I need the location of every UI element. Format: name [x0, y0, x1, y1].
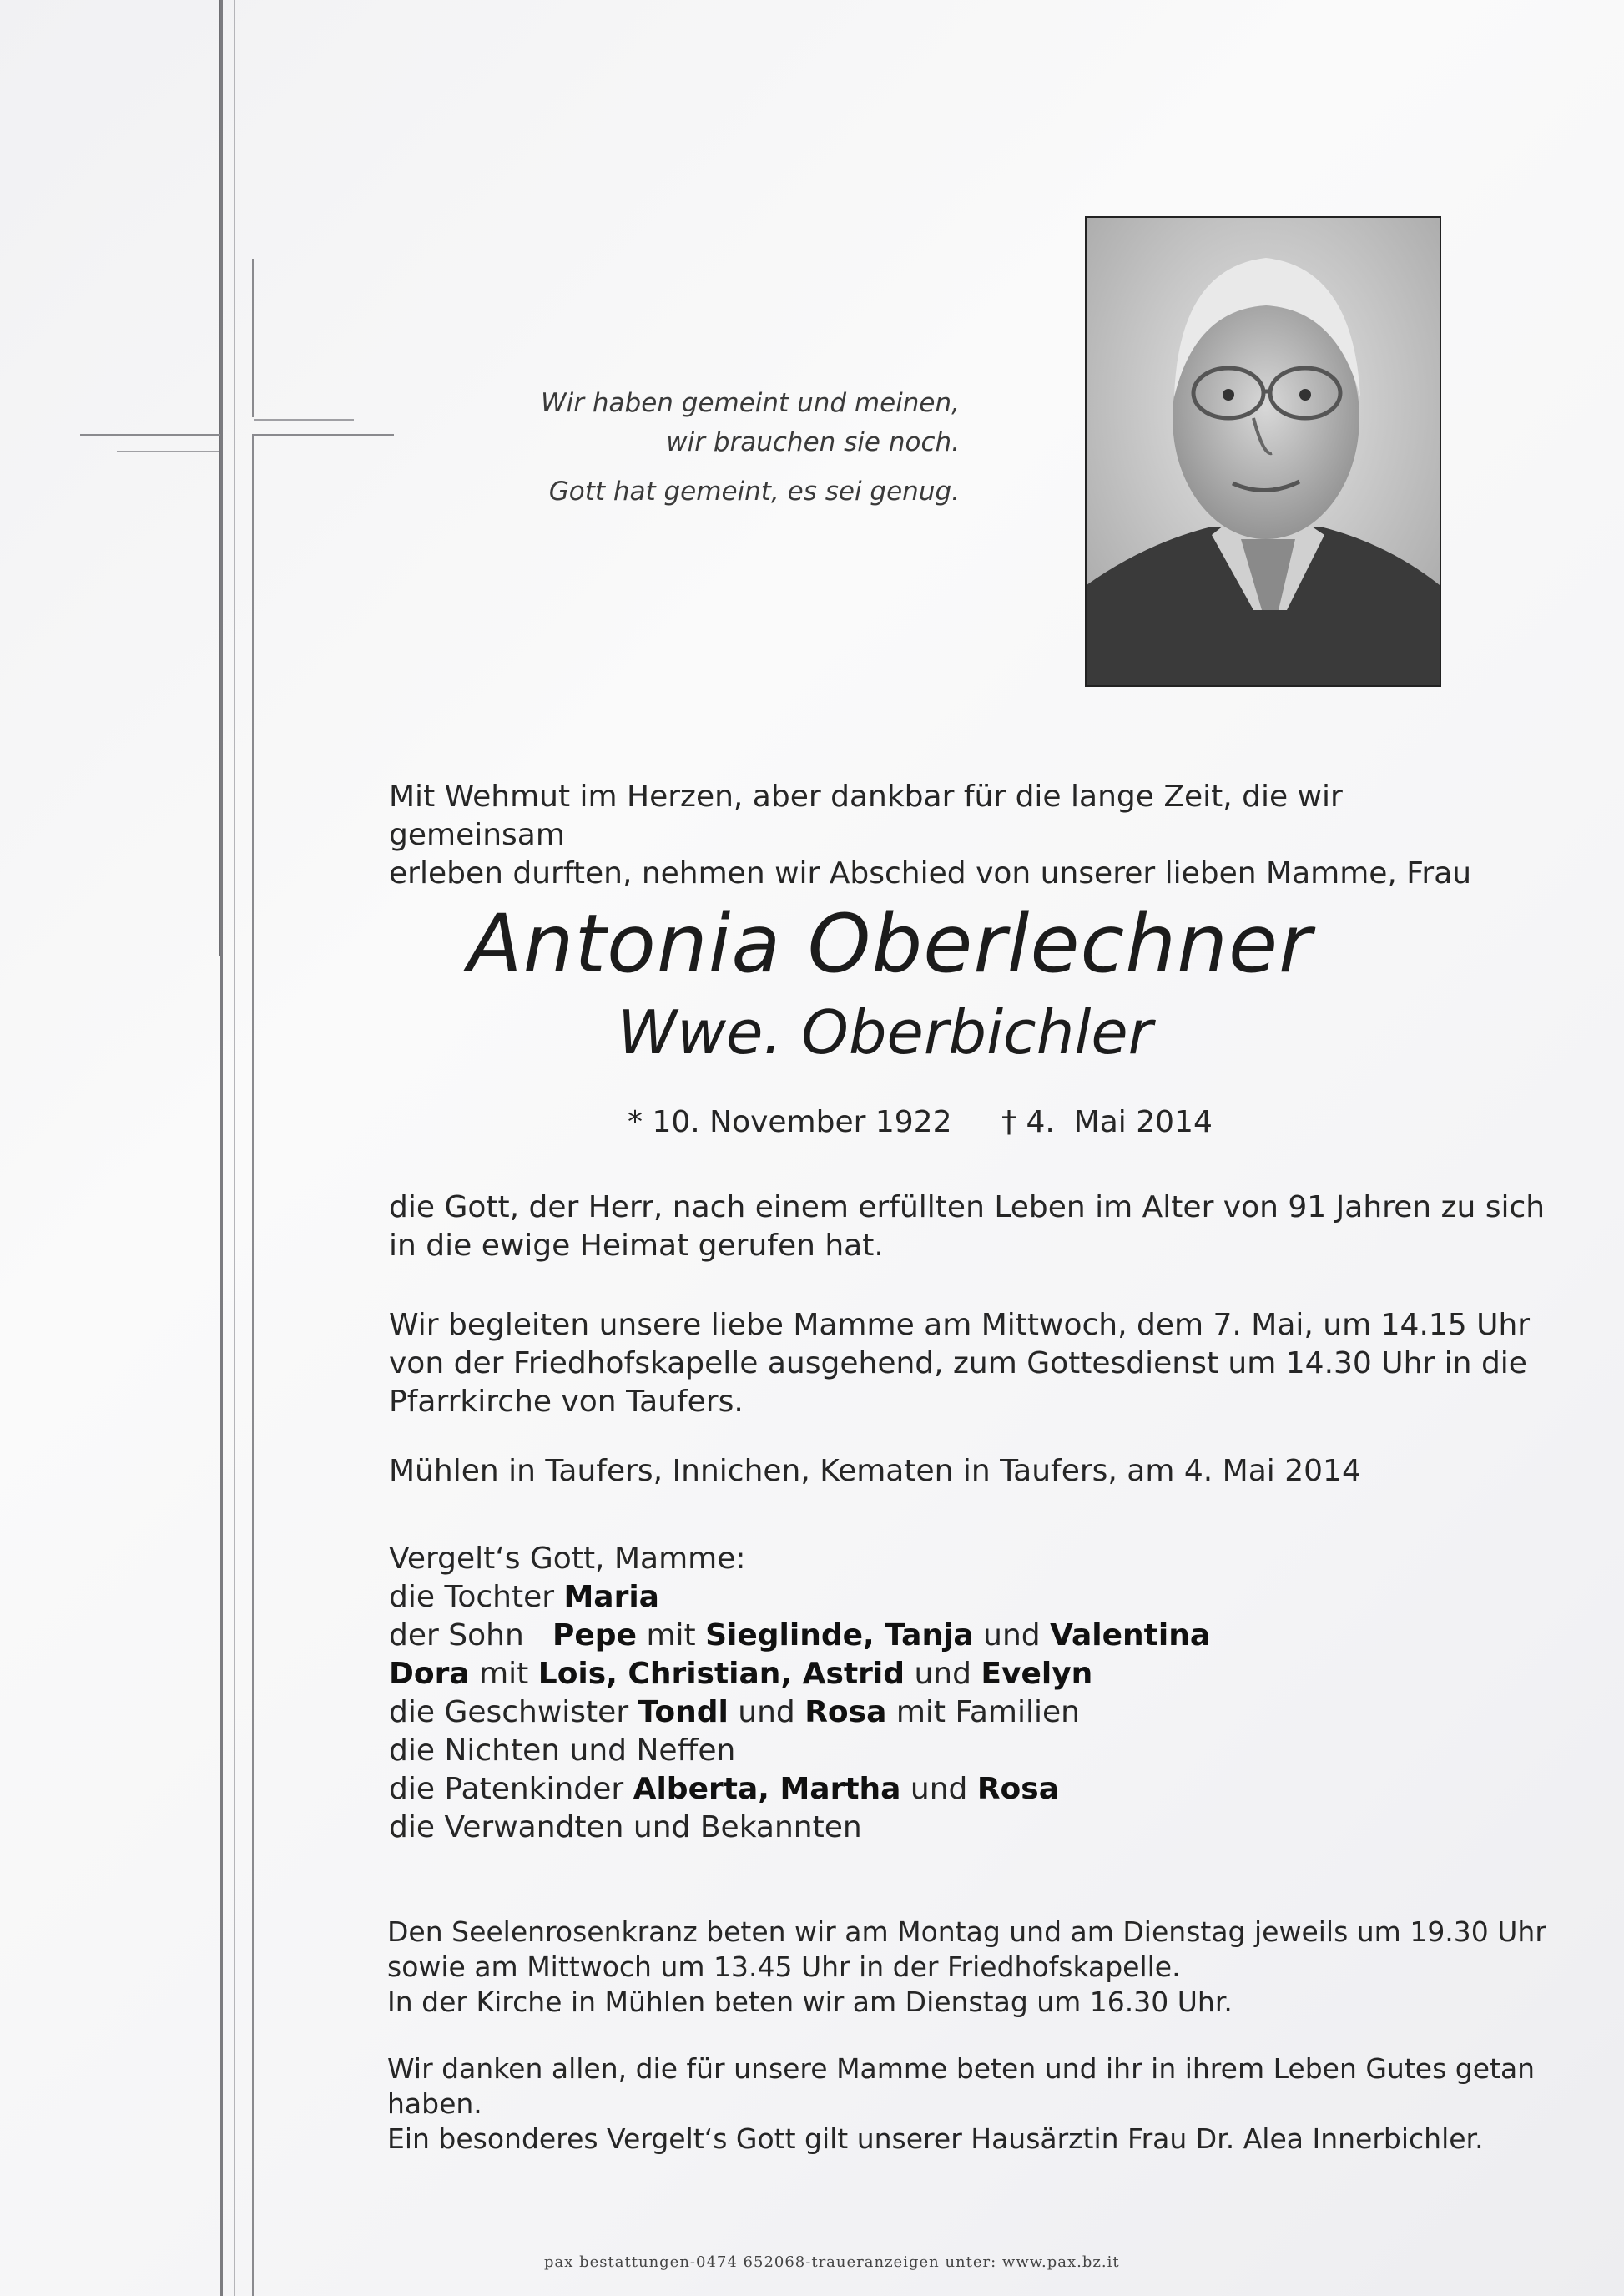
- mourner-line-son: der SohnPepe mit Sieglinde, Tanja und Valentina: [389, 1618, 1211, 1653]
- motto-line-1: Wir haben gemeint und meinen,: [541, 388, 960, 418]
- deceased-widow-of: Wwe. Oberbichler: [618, 997, 1153, 1067]
- portrait-photo: [1085, 216, 1441, 687]
- mourners-heading: Vergelt‘s Gott, Mamme:: [389, 1542, 746, 1576]
- rosary-line-3: In der Kirche in Mühlen beten wir am Dienstag um 16.30 Uhr.: [387, 1986, 1233, 2018]
- funeral-line-1: Wir begleiten unsere liebe Mamme am Mittwoch, dem 7. Mai, um 14.15 Uhr: [389, 1308, 1531, 1342]
- intro-line-2: erleben durften, nehmen wir Abschied von unserer lieben Mamme, Frau: [389, 856, 1472, 891]
- intro-paragraph: [389, 778, 1499, 893]
- passage-line-1: die Gott, der Herr, nach einem erfüllten Leben im Alter von 91 Jahren zu sich: [389, 1190, 1546, 1224]
- place-date: Mühlen in Taufers, Innichen, Kematen in Taufers, am 4. Mai 2014: [389, 1454, 1361, 1488]
- portrait-photo-icon: [1087, 218, 1440, 685]
- passage-paragraph: [389, 1188, 1574, 1265]
- motto-verse: [467, 381, 960, 515]
- thanks-line-2: haben.: [387, 2087, 482, 2120]
- rosary-line-2: sowie am Mittwoch um 13.45 Uhr in der Friedhofskapelle.: [387, 1950, 1181, 1983]
- motto-line-3: Gott hat gemeint, es sei genug.: [548, 477, 960, 507]
- mourner-line-daughter: die Tochter Maria: [389, 1580, 659, 1614]
- mourner-line-dora: Dora mit Lois, Christian, Astrid und Evelyn: [389, 1657, 1093, 1691]
- deceased-name: Antonia Oberlechner: [467, 897, 1313, 991]
- motto-line-2: wir brauchen sie noch.: [666, 427, 960, 457]
- mourner-line-siblings: die Geschwister Tondl und Rosa mit Familien: [389, 1695, 1080, 1729]
- rosary-paragraph: [387, 1915, 1589, 2020]
- footer-undertaker: pax bestattungen-0474 652068-traueranzeigen unter: www.pax.bz.it: [544, 2253, 1120, 2271]
- thanks-line-1: Wir danken allen, die für unsere Mamme beten und ihr in ihrem Leben Gutes getan: [387, 2052, 1536, 2085]
- mourners-list: [389, 1540, 1574, 1847]
- mourner-line-relatives: die Verwandten und Bekannten: [389, 1810, 862, 1844]
- funeral-line-2: von der Friedhofskapelle ausgehend, zum Gottesdienst um 14.30 Uhr in die: [389, 1346, 1527, 1380]
- intro-line-1: Mit Wehmut im Herzen, aber dankbar für die lange Zeit, die wir gemeinsam: [389, 780, 1343, 852]
- funeral-paragraph: [389, 1306, 1574, 1421]
- mourner-line-nieces: die Nichten und Neffen: [389, 1733, 736, 1768]
- funeral-line-3: Pfarrkirche von Taufers.: [389, 1385, 744, 1419]
- death-date: † 4. Mai 2014: [1001, 1105, 1213, 1139]
- mourner-line-godchildren: die Patenkinder Alberta, Martha und Rosa: [389, 1772, 1060, 1806]
- passage-line-2: in die ewige Heimat gerufen hat.: [389, 1229, 884, 1263]
- rosary-line-1: Den Seelenrosenkranz beten wir am Montag und am Dienstag jeweils um 19.30 Uhr: [387, 1915, 1546, 1948]
- birth-date: * 10. November 1922: [628, 1105, 952, 1139]
- thanks-paragraph: [387, 2051, 1589, 2157]
- thanks-line-3: Ein besonderes Vergelt‘s Gott gilt unserer Hausärztin Frau Dr. Alea Innerbichler.: [387, 2122, 1484, 2155]
